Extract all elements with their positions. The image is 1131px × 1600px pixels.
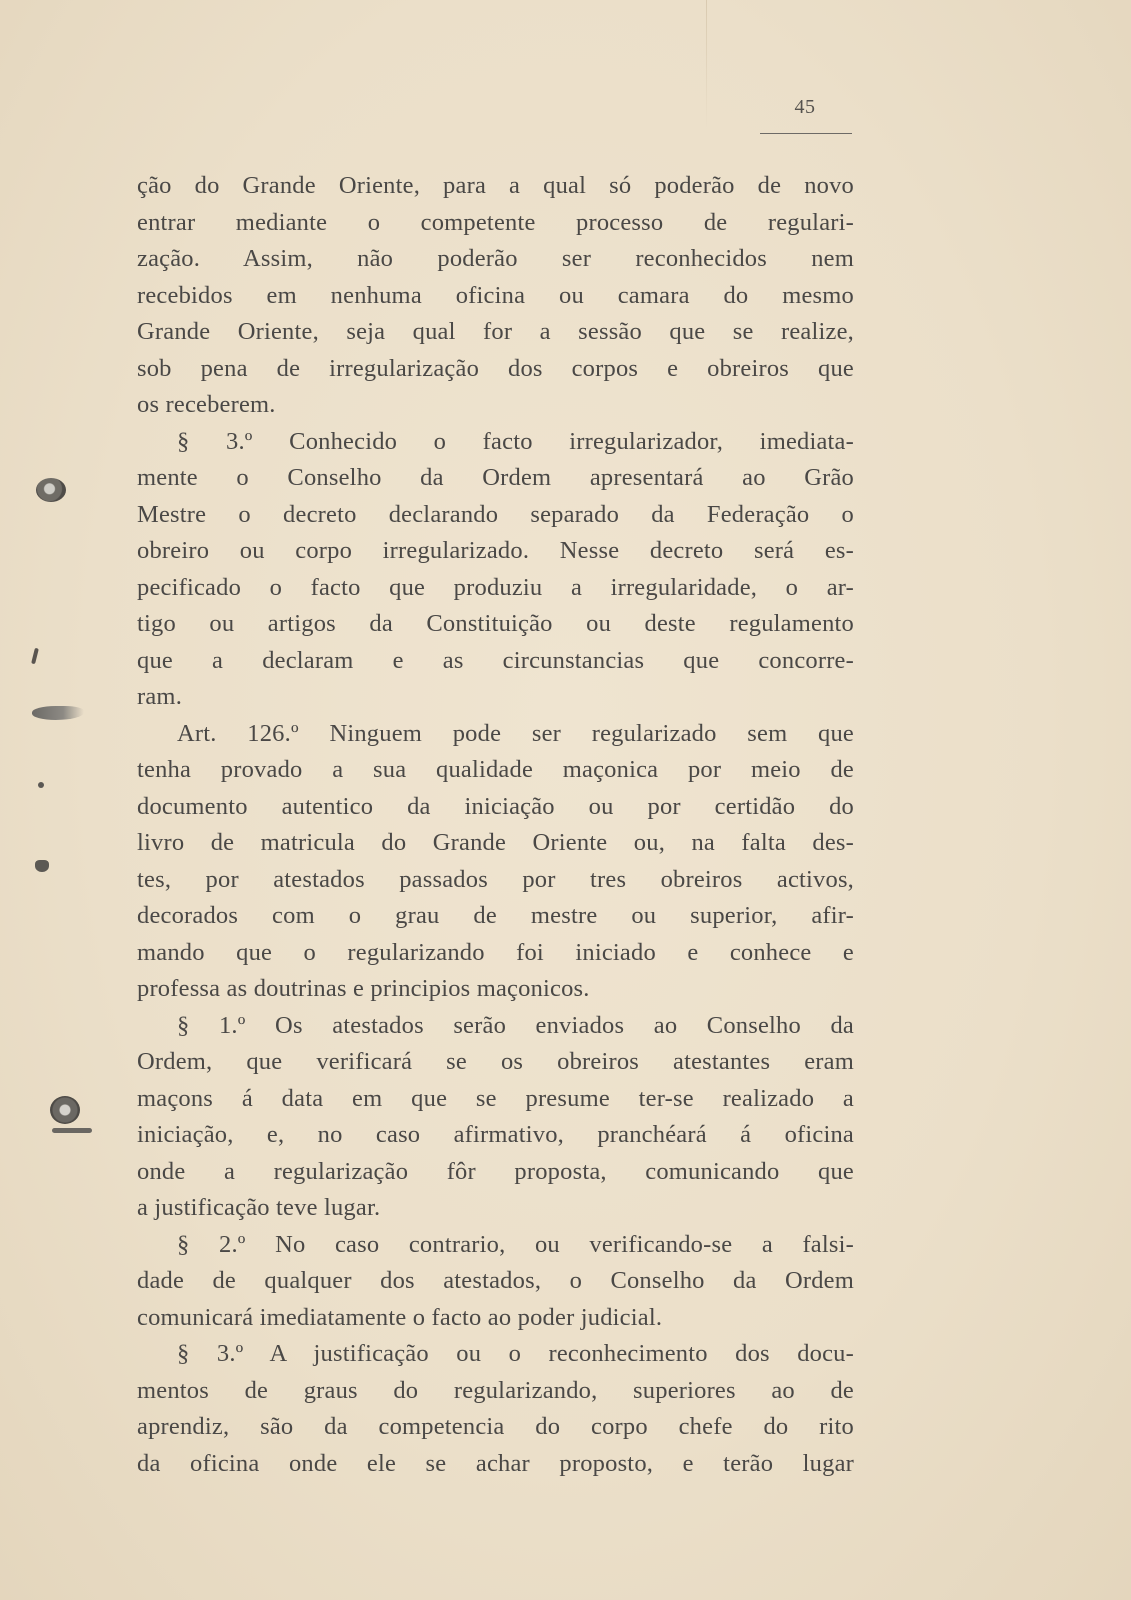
paragraph-start-line: Art. 126.º Ninguem pode ser regularizado sem que	[177, 719, 854, 747]
text-line: que a declaram e as circunstancias que concorre-	[137, 646, 854, 674]
text-line: decorados com o grau de mestre ou superior, afir-	[137, 902, 854, 929]
text-line: iniciação, e, no caso afirmativo, pranchéará á oficina	[137, 1121, 854, 1148]
text-line: sob pena de irregularização dos corpos e obreiros que	[137, 354, 854, 382]
ink-stain	[38, 782, 44, 788]
paragraph-start-line: § 1.º Os atestados serão enviados ao Conselho da	[177, 1011, 854, 1039]
text-line: tenha provado a sua qualidade maçonica por meio de	[137, 756, 854, 783]
text-line: onde a regularização fôr proposta, comunicando que	[137, 1157, 854, 1185]
ink-stain	[32, 706, 84, 720]
text-line: aprendiz, são da competencia do corpo chefe do rito	[137, 1413, 854, 1440]
ink-stain	[50, 1096, 80, 1124]
body-text	[137, 168, 854, 1482]
text-line: professa as doutrinas e principios maçonicos.	[137, 975, 590, 1002]
ink-stain	[35, 860, 49, 872]
text-line: maçons á data em que se presume ter-se realizado a	[137, 1084, 854, 1112]
text-line: mando que o regularizando foi iniciado e conhece e	[137, 938, 854, 966]
text-line: a justificação teve lugar.	[137, 1194, 381, 1221]
text-line: obreiro ou corpo irregularizado. Nesse decreto será es-	[137, 537, 854, 564]
paper-fold	[706, 0, 707, 130]
text-line: livro de matricula do Grande Oriente ou, na falta des-	[137, 829, 854, 856]
text-line: pecificado o facto que produziu a irregularidade, o ar-	[137, 573, 854, 601]
paragraph-start-line: § 3.º A justificação ou o reconhecimento dos docu-	[177, 1340, 854, 1367]
text-line: Grande Oriente, seja qual for a sessão que se realize,	[137, 318, 854, 345]
text-line: zação. Assim, não poderão ser reconhecidos nem	[137, 245, 854, 272]
text-line: entrar mediante o competente processo de regulari-	[137, 208, 854, 236]
paragraph-start-line: § 2.º No caso contrario, ou verificando-se a falsi-	[177, 1230, 854, 1258]
text-line: Ordem, que verificará se os obreiros atestantes eram	[137, 1048, 854, 1075]
text-line: ção do Grande Oriente, para a qual só poderão de novo	[137, 172, 854, 199]
ink-stain	[52, 1128, 92, 1133]
text-line: ram.	[137, 683, 183, 710]
text-line: recebidos em nenhuma oficina ou camara do mesmo	[137, 281, 854, 309]
page-number-rule	[760, 133, 852, 134]
ink-stain	[31, 648, 39, 664]
paragraph-start-line: § 3.º Conhecido o facto irregularizador, imediata-	[177, 427, 854, 455]
text-line: documento autentico da iniciação ou por certidão do	[137, 792, 854, 820]
text-line: mentos de graus do regularizando, superiores ao de	[137, 1376, 854, 1404]
text-line: tigo ou artigos da Constituição ou deste regulamento	[137, 610, 854, 637]
text-line: comunicará imediatamente o facto ao poder judicial.	[137, 1303, 663, 1331]
text-line: os receberem.	[137, 391, 276, 418]
text-line: mente o Conselho da Ordem apresentará ao Grão	[137, 464, 854, 491]
text-line: da oficina onde ele se achar proposto, e terão lugar	[137, 1449, 854, 1477]
text-line: dade de qualquer dos atestados, o Conselho da Ordem	[137, 1267, 854, 1294]
text-line: tes, por atestados passados por tres obreiros activos,	[137, 865, 854, 893]
page-number: 45	[794, 96, 816, 118]
ink-stain	[36, 478, 66, 502]
text-line: Mestre o decreto declarando separado da Federação o	[137, 500, 854, 528]
